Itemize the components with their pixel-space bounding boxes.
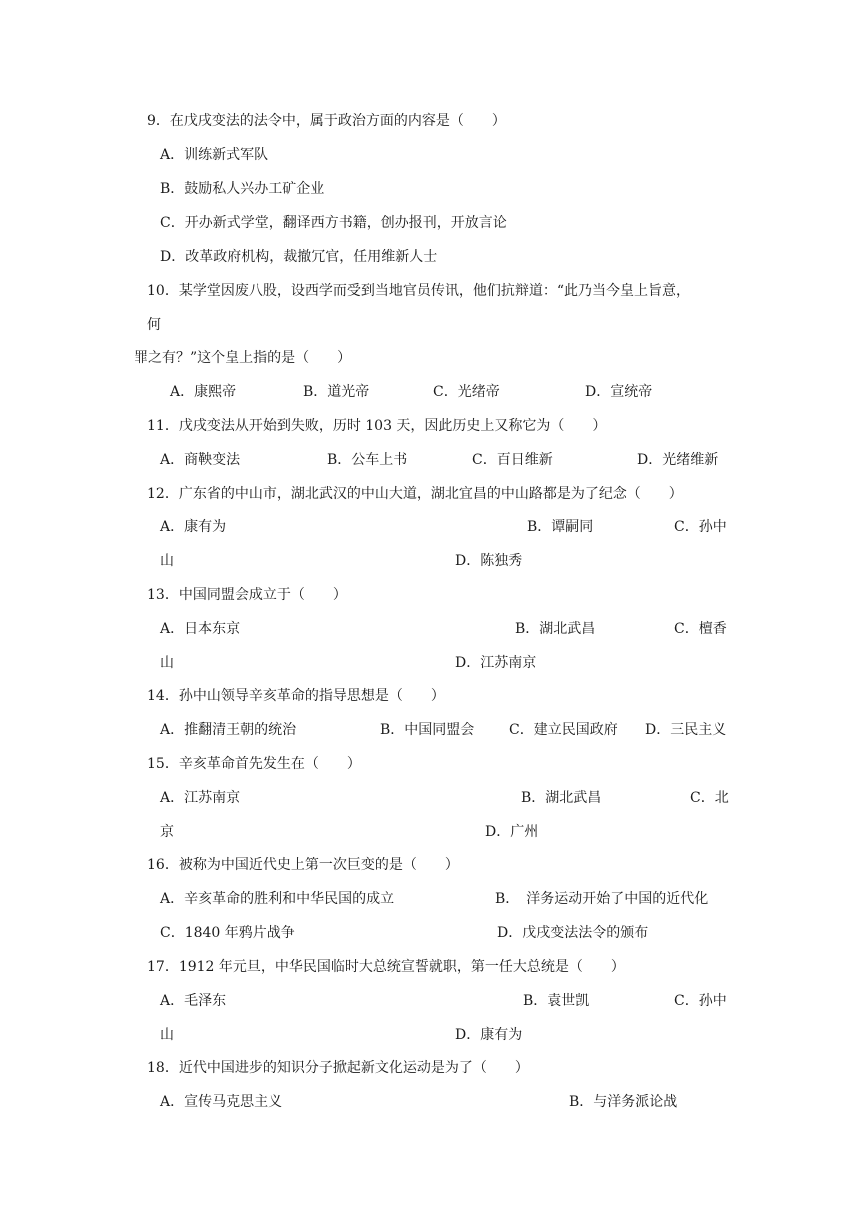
question-15-option-a: A．江苏南京 bbox=[160, 790, 241, 806]
question-12-stem: 12．广东省的中山市，湖北武汉的中山大道，湖北宜昌的中山路都是为了纪念（ ） bbox=[147, 486, 683, 502]
question-14-option-a: A．推翻清王朝的统治 bbox=[160, 722, 297, 738]
question-14-stem: 14．孙中山领导辛亥革命的指导思想是（ ） bbox=[147, 688, 445, 704]
question-13-option-b: B．湖北武昌 bbox=[515, 621, 596, 637]
question-18-option-a: A．宣传马克思主义 bbox=[160, 1094, 283, 1110]
question-14-option-d: D．三民主义 bbox=[645, 722, 727, 738]
question-14-option-c: C．建立民国政府 bbox=[509, 722, 618, 738]
question-11-option-b: B．公车上书 bbox=[327, 452, 408, 468]
question-9-stem: 9．在戊戌变法的法令中，属于政治方面的内容是（ ） bbox=[147, 113, 506, 129]
question-9-option-a: A．训练新式军队 bbox=[160, 147, 269, 163]
question-13-stem: 13．中国同盟会成立于（ ） bbox=[147, 587, 347, 603]
question-12-option-a: A．康有为 bbox=[160, 519, 227, 535]
question-10-stem-wrap: 罪之有？”这个皇上指的是（ ） bbox=[134, 350, 352, 366]
question-17-stem: 17．1912 年元旦，中华民国临时大总统宣誓就职，第一任大总统是（ ） bbox=[147, 959, 625, 975]
question-17-option-wrap: 山 bbox=[160, 1027, 174, 1043]
question-11-option-c: C．百日维新 bbox=[472, 452, 553, 468]
question-9-option-d: D．改革政府机构，裁撤冗官，任用维新人士 bbox=[160, 249, 438, 265]
question-10-option-d: D．宣统帝 bbox=[585, 384, 653, 400]
question-13-option-c: C．檀香 bbox=[674, 621, 727, 637]
question-17-option-b: B．袁世凯 bbox=[523, 993, 590, 1009]
question-18-stem: 18．近代中国进步的知识分子掀起新文化运动是为了（ ） bbox=[147, 1060, 529, 1076]
question-17-option-a: A．毛泽东 bbox=[160, 993, 227, 1009]
question-11-option-d: D．光绪维新 bbox=[637, 452, 719, 468]
question-15-option-d: D．广州 bbox=[485, 824, 539, 840]
question-11-stem: 11．戊戌变法从开始到失败，历时 103 天，因此历史上又称它为（ ） bbox=[147, 418, 607, 434]
question-12-option-wrap: 山 bbox=[160, 553, 174, 569]
question-12-option-c: C．孙中 bbox=[674, 519, 727, 535]
question-16-option-a: A．辛亥革命的胜利和中华民国的成立 bbox=[160, 891, 395, 907]
question-10-option-c: C．光绪帝 bbox=[433, 384, 500, 400]
question-10-option-a: A．康熙帝 bbox=[170, 384, 237, 400]
question-17-option-d: D．康有为 bbox=[455, 1027, 523, 1043]
question-11-option-a: A．商鞅变法 bbox=[160, 452, 241, 468]
question-16-option-b: B． 洋务运动开始了中国的近代化 bbox=[495, 891, 709, 907]
question-16-option-c: C．1840 年鸦片战争 bbox=[160, 925, 295, 941]
question-13-option-a: A．日本东京 bbox=[160, 621, 241, 637]
question-10-stem-wrap: 何 bbox=[147, 317, 161, 333]
question-12-option-d: D．陈独秀 bbox=[455, 553, 523, 569]
question-16-option-d: D．戊戌变法法令的颁布 bbox=[497, 925, 649, 941]
question-15-option-c: C．北 bbox=[690, 790, 729, 806]
question-17-option-c: C．孙中 bbox=[674, 993, 727, 1009]
question-13-option-d: D．江苏南京 bbox=[455, 655, 537, 671]
question-9-option-c: C．开办新式学堂，翻译西方书籍，创办报刊，开放言论 bbox=[160, 215, 507, 231]
question-15-option-b: B．湖北武昌 bbox=[521, 790, 602, 806]
question-14-option-b: B．中国同盟会 bbox=[380, 722, 475, 738]
question-13-option-wrap: 山 bbox=[160, 655, 174, 671]
question-9-option-b: B．鼓励私人兴办工矿企业 bbox=[160, 181, 325, 197]
question-10-option-b: B．道光帝 bbox=[303, 384, 370, 400]
question-18-option-b: B．与洋务派论战 bbox=[569, 1094, 678, 1110]
question-12-option-b: B．谭嗣同 bbox=[527, 519, 594, 535]
question-15-option-wrap: 京 bbox=[160, 824, 174, 840]
question-15-stem: 15．辛亥革命首先发生在（ ） bbox=[147, 756, 361, 772]
question-16-stem: 16．被称为中国近代史上第一次巨变的是（ ） bbox=[147, 857, 459, 873]
question-10-stem: 10．某学堂因废八股，设西学而受到当地官员传讯，他们抗辩道：“此乃当今皇上旨意， bbox=[147, 283, 690, 299]
